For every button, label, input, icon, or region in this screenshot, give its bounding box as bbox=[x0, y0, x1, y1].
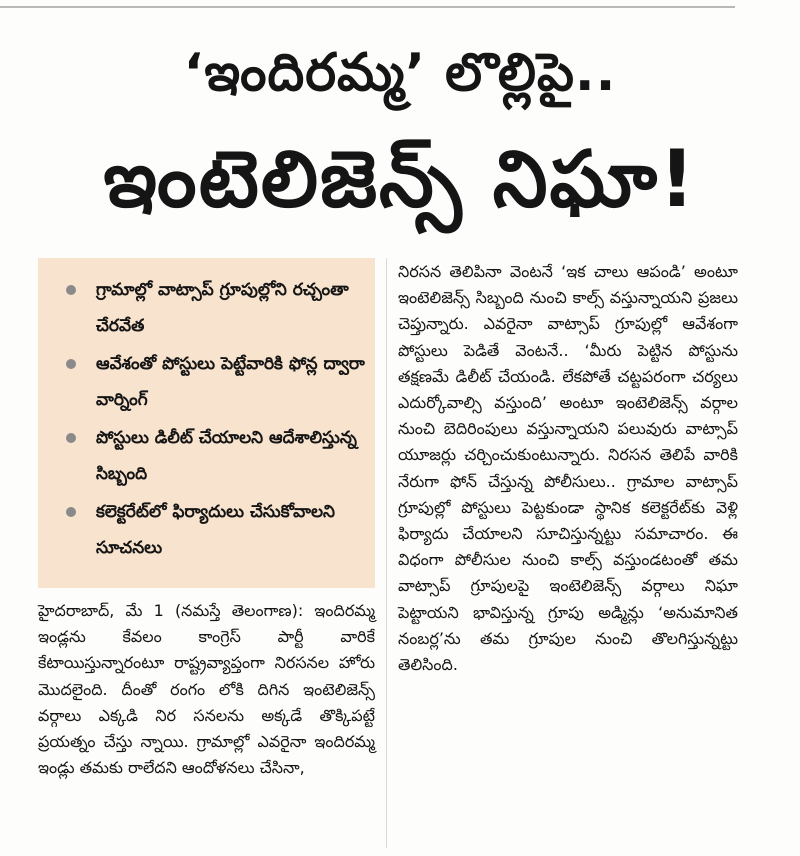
bullet-dot-icon bbox=[66, 285, 76, 295]
bullet-dot-icon bbox=[66, 433, 76, 443]
highlight-item bbox=[66, 346, 365, 418]
highlight-text: కలెక్టరేట్‌లో ఫిర్యాదులు చేసుకోవాలని సూచనలు bbox=[96, 502, 335, 558]
highlight-item bbox=[66, 420, 365, 492]
bullet-dot-icon bbox=[66, 507, 76, 517]
article-column-left bbox=[38, 598, 375, 781]
column-divider bbox=[386, 258, 387, 848]
bullet-dot-icon bbox=[66, 359, 76, 369]
article-paragraph: హైదరాబాద్, మే 1 (నమస్తే తెలంగాణ): ఇందిరమ్మ ఇండ్లను కేవలం కాంగ్రెస్ పార్టీ వారికే కేటాయిస్తున్నారంటూ రాష్ట్రవ్యాప్తంగా నిరసనల హోరు మొదలైంది. దీంతో రంగం లోకి దిగిన ఇంటెలిజెన్స్ వర్గాలు ఎక్కడి నిర సనలను అక్కడే తొక్కిపట్టే ప్రయత్నం చేస్తు న్నాయి. గ్రామాల్లో ఎవరైనా ఇందిరమ్మ ఇండ్లు తమకు రాలేదని ఆందోళనలు చేసినా, bbox=[38, 601, 375, 778]
highlights-box bbox=[38, 258, 375, 588]
top-rule bbox=[0, 6, 735, 8]
highlight-item bbox=[66, 272, 365, 344]
highlight-text: గ్రామాల్లో వాట్సాప్ గ్రూపుల్లోని రచ్చంతా చేరవేత bbox=[96, 280, 349, 336]
headline-line1: ‘ఇందిరమ్మ’ లొల్లిపై.. bbox=[183, 43, 617, 103]
highlight-text: పోస్టులు డిలీట్ చేయాలని ఆదేశాలిస్తున్న సిబ్బంది bbox=[96, 428, 357, 484]
highlight-text: ఆవేశంతో పోస్టులు పెట్టేవారికి ఫోన్ల ద్వారా వార్నింగ్ bbox=[96, 354, 365, 410]
highlight-item bbox=[66, 494, 365, 566]
headline-line2: ఇంటెలిజెన్స్ నిఘా! bbox=[103, 135, 697, 225]
article-paragraph: నిరసన తెలిపినా వెంటనే ‘ఇక చాలు ఆపండి’ అంటూ ఇంటెలిజెన్స్ సిబ్బంది నుంచి కాల్స్ వస్తున్నాయని ప్రజలు చెప్తున్నారు. ఎవరైనా వాట్సాప్ గ్రూపుల్లో ఆవేశంగా పోస్టులు పెడితే వెంటనే.. ‘మీరు పెట్టిన పోస్టును తక్షణమే డిలీట్ చేయండి. లేకపోతే చట్టపరంగా చర్యలు ఎదుర్కోవాల్సి వస్తుంది’ అంటూ ఇంటెలిజెన్స్ వర్గాల నుంచి బెదిరింపులు వస్తున్నాయని పలువురు వాట్సాప్ యూజర్లు చర్చించుకుంటున్నారు. నిరసన తెలిపే వారికి నేరుగా ఫోన్ చేస్తున్న పోలీసులు.. గ్రామాల వాట్సాప్ గ్రూపుల్లో పోస్టులు పెట్టకుండా స్థానిక కలెక్టరేట్‌కు వెళ్లి ఫిర్యాదు చేయాలని సూచిస్తున్నట్టు సమాచారం. ఈ విధంగా పోలీసుల నుంచి కాల్స్ వస్తుండటంతో తమ వాట్సాప్ గ్రూపులపై ఇంటెలిజెన్స్ వర్గాలు నిఘా పెట్టాయని భావిస్తున్న గ్రూపు అడ్మిన్లు ‘అనుమానిత నంబర్ల’ను తమ గ్రూపుల నుంచి తొలగిస్తున్నట్టు తెలిసింది. bbox=[398, 262, 738, 675]
article-column-right bbox=[398, 259, 738, 678]
